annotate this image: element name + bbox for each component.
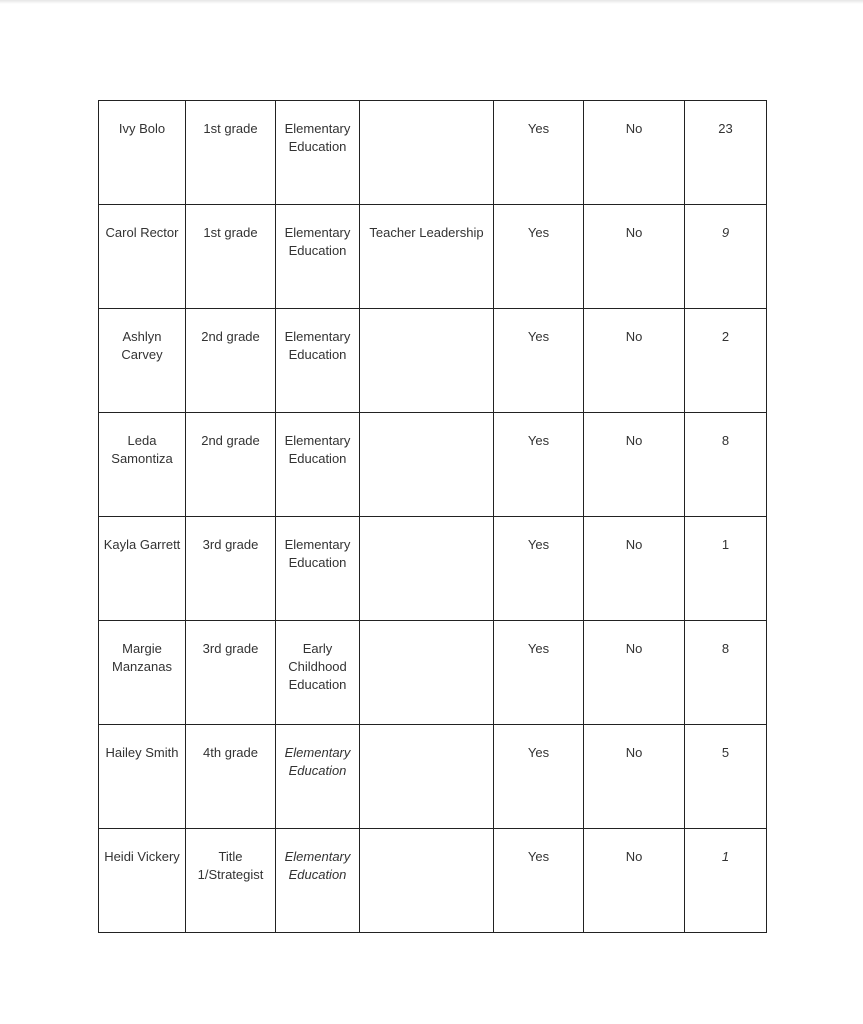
grade-cell: 1st grade xyxy=(186,101,276,205)
teacher-name-cell: Ivy Bolo xyxy=(99,101,186,205)
teacher-name-cell: Heidi Vickery xyxy=(99,829,186,933)
staff-table xyxy=(98,100,767,933)
no-cell: No xyxy=(584,621,685,725)
no-cell: No xyxy=(584,829,685,933)
count-cell: 2 xyxy=(685,309,767,413)
endorsement-cell xyxy=(360,829,494,933)
certification-cell: Elementary Education xyxy=(276,101,360,205)
no-cell: No xyxy=(584,517,685,621)
count-cell: 23 xyxy=(685,101,767,205)
endorsement-cell xyxy=(360,413,494,517)
yes-cell: Yes xyxy=(494,101,584,205)
table-row xyxy=(99,205,767,309)
teacher-name-cell: Leda Samontiza xyxy=(99,413,186,517)
table-row xyxy=(99,101,767,205)
count-cell: 8 xyxy=(685,413,767,517)
no-cell: No xyxy=(584,413,685,517)
grade-cell: 3rd grade xyxy=(186,517,276,621)
table-row xyxy=(99,517,767,621)
no-cell: No xyxy=(584,101,685,205)
table-row xyxy=(99,621,767,725)
grade-cell: 2nd grade xyxy=(186,309,276,413)
count-cell: 1 xyxy=(685,517,767,621)
grade-cell: Title 1/Strategist xyxy=(186,829,276,933)
certification-cell: Elementary Education xyxy=(276,205,360,309)
certification-cell: Elementary Education xyxy=(276,829,360,933)
teacher-name-cell: Margie Manzanas xyxy=(99,621,186,725)
teacher-name-cell: Kayla Garrett xyxy=(99,517,186,621)
certification-cell: Early Childhood Education xyxy=(276,621,360,725)
certification-cell: Elementary Education xyxy=(276,309,360,413)
endorsement-cell xyxy=(360,517,494,621)
staff-table-body xyxy=(99,101,767,933)
grade-cell: 3rd grade xyxy=(186,621,276,725)
count-cell: 5 xyxy=(685,725,767,829)
yes-cell: Yes xyxy=(494,517,584,621)
count-cell: 9 xyxy=(685,205,767,309)
yes-cell: Yes xyxy=(494,829,584,933)
count-cell: 1 xyxy=(685,829,767,933)
endorsement-cell xyxy=(360,309,494,413)
grade-cell: 4th grade xyxy=(186,725,276,829)
teacher-name-cell: Ashlyn Carvey xyxy=(99,309,186,413)
table-row xyxy=(99,725,767,829)
table-row xyxy=(99,413,767,517)
endorsement-cell xyxy=(360,101,494,205)
no-cell: No xyxy=(584,205,685,309)
endorsement-cell: Teacher Leadership xyxy=(360,205,494,309)
no-cell: No xyxy=(584,725,685,829)
yes-cell: Yes xyxy=(494,413,584,517)
yes-cell: Yes xyxy=(494,205,584,309)
grade-cell: 1st grade xyxy=(186,205,276,309)
endorsement-cell xyxy=(360,621,494,725)
yes-cell: Yes xyxy=(494,309,584,413)
certification-cell: Elementary Education xyxy=(276,413,360,517)
endorsement-cell xyxy=(360,725,494,829)
table-row xyxy=(99,309,767,413)
teacher-name-cell: Hailey Smith xyxy=(99,725,186,829)
grade-cell: 2nd grade xyxy=(186,413,276,517)
count-cell: 8 xyxy=(685,621,767,725)
page-top-edge xyxy=(0,0,863,4)
yes-cell: Yes xyxy=(494,725,584,829)
teacher-name-cell: Carol Rector xyxy=(99,205,186,309)
no-cell: No xyxy=(584,309,685,413)
table-row xyxy=(99,829,767,933)
yes-cell: Yes xyxy=(494,621,584,725)
certification-cell: Elementary Education xyxy=(276,725,360,829)
certification-cell: Elementary Education xyxy=(276,517,360,621)
